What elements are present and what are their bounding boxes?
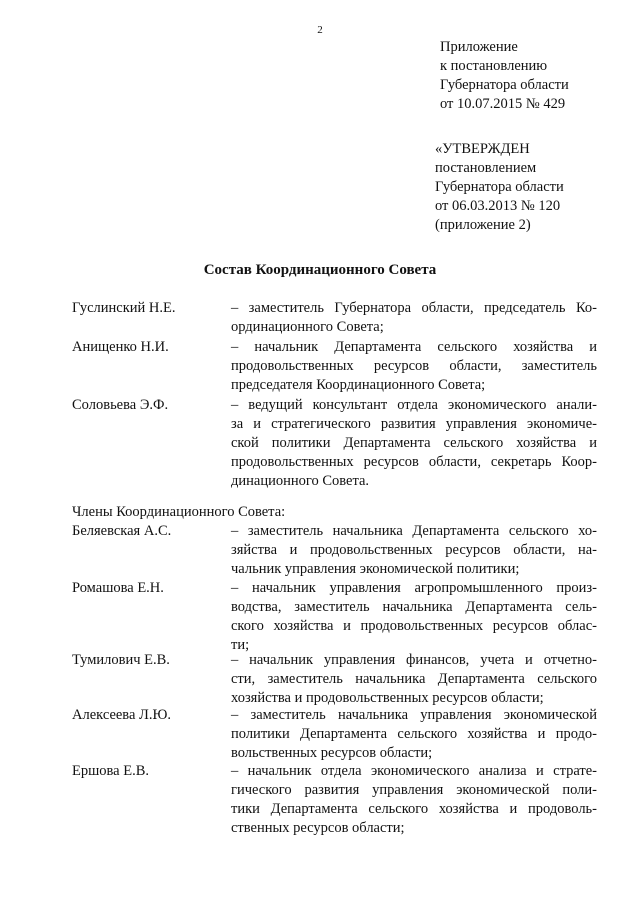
page-number: 2 [317, 24, 323, 36]
appendix-line: от 10.07.2015 № 429 [440, 96, 566, 112]
role-line: продовольственных ресурсов области, заместитель [231, 358, 597, 374]
person-name: Беляевская А.С. [72, 523, 172, 539]
role-line: – заместитель начальника управления экономической [231, 707, 597, 723]
role-line: хозяйства и продовольственных ресурсов области; [231, 690, 544, 706]
appendix-line: Губернатора области [440, 77, 569, 93]
person-name: Анищенко Н.И. [72, 339, 169, 355]
role-line: продовольственных ресурсов области, секретарь Коор- [231, 454, 597, 470]
approval-line: Губернатора области [435, 179, 564, 195]
role-line: водства, заместитель начальника Департамента сель- [231, 599, 597, 615]
appendix-line: к постановлению [440, 58, 548, 74]
role-line: – заместитель Губернатора области, председатель Ко- [231, 300, 597, 316]
person-name: Соловьева Э.Ф. [72, 397, 169, 413]
person-name: Ершова Е.В. [72, 763, 150, 779]
role-line: – начальник отдела экономического анализа и страте- [231, 763, 597, 779]
role-line: – начальник управления финансов, учета и отчетно- [231, 652, 597, 668]
role-line: – заместитель начальника Департамента сельского хо- [231, 523, 597, 539]
role-line: ской политики Департамента сельского хозяйства и [231, 435, 597, 451]
person-role [231, 299, 597, 337]
appendix-block [440, 38, 569, 114]
role-line: ти; [231, 637, 250, 653]
role-line: за и стратегического развития управления экономиче- [231, 416, 597, 432]
person-name: Ромашова Е.Н. [72, 580, 164, 596]
role-line: тики Департамента сельского хозяйства и продоволь- [231, 801, 597, 817]
person-role [231, 706, 597, 763]
person-name: Тумилович Е.В. [72, 652, 170, 668]
role-line: – начальник Департамента сельского хозяйства и [231, 339, 597, 355]
person-role [231, 396, 597, 491]
role-line: политики Департамента сельского хозяйства и продо- [231, 726, 597, 742]
person-role [231, 522, 597, 579]
role-line: – начальник управления агропромышленного произ- [231, 580, 597, 596]
role-line: ственных ресурсов области; [231, 820, 405, 836]
role-line: председателя Координационного Совета; [231, 377, 486, 393]
role-line: сти, заместитель начальника Департамента сельского [231, 671, 597, 687]
person-name: Алексеева Л.Ю. [72, 707, 172, 723]
person-role [231, 338, 597, 395]
approval-line: постановлением [435, 160, 537, 176]
role-line: зяйства и продовольственных ресурсов области, на- [231, 542, 597, 558]
approval-line: от 06.03.2013 № 120 [435, 198, 561, 214]
approval-stamp-block [435, 140, 564, 235]
document-title: Состав Координационного Совета [203, 262, 437, 278]
person-role [231, 579, 597, 655]
role-line: ординационного Совета; [231, 319, 384, 335]
person-role [231, 651, 597, 708]
role-line: динационного Совета. [231, 473, 370, 489]
person-name: Гуслинский Н.Е. [72, 300, 176, 316]
role-line: чальник управления экономической политики; [231, 561, 520, 577]
appendix-line: Приложение [440, 39, 518, 55]
approval-line: «УТВЕРЖДЕН [435, 141, 530, 157]
role-line: гического развития управления экономической поли- [231, 782, 597, 798]
members-heading: Члены Координационного Совета: [72, 504, 286, 520]
role-line: вольственных ресурсов области; [231, 745, 433, 761]
role-line: – ведущий консультант отдела экономического анали- [231, 397, 597, 413]
approval-line: (приложение 2) [435, 217, 531, 233]
person-role [231, 762, 597, 838]
role-line: ского хозяйства и продовольственных ресурсов облас- [231, 618, 597, 634]
